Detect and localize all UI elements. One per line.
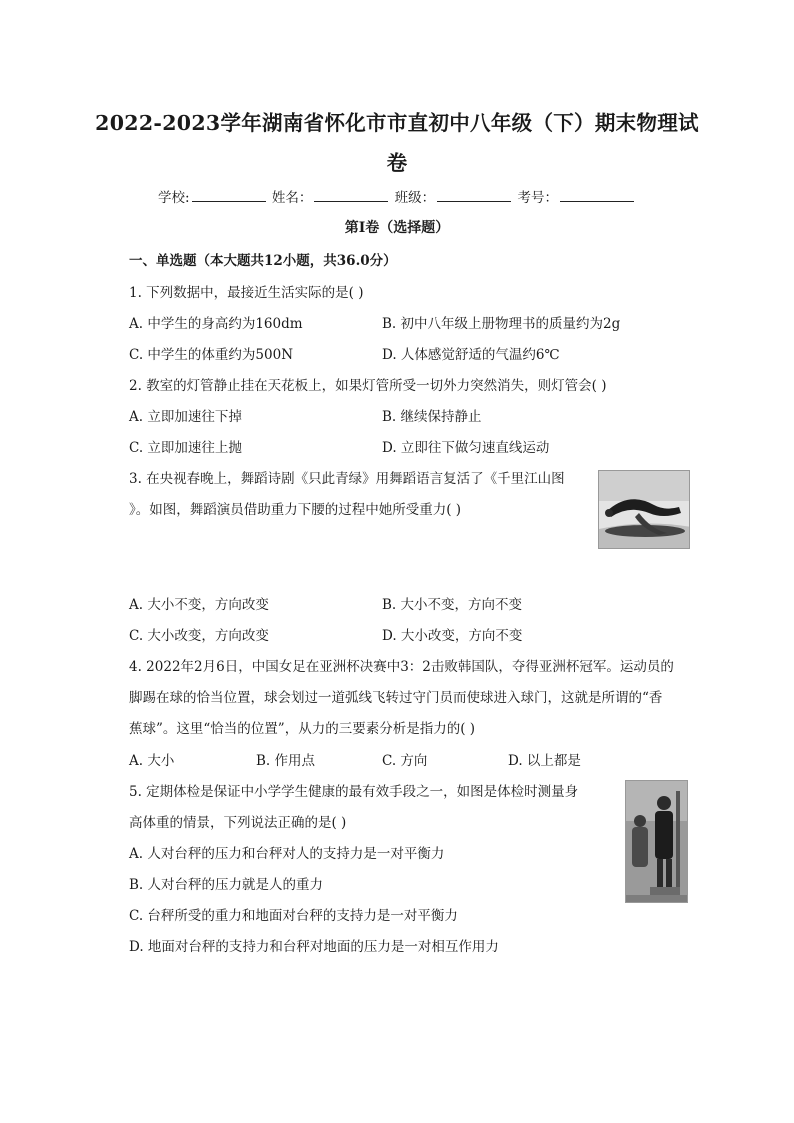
number-blank[interactable] [560, 189, 634, 202]
q3-stem-line1: 3. 在央视春晚上，舞蹈诗剧《只此青绿》用舞蹈语言复活了《千里江山图 [129, 471, 565, 487]
name-label: 姓名： [271, 190, 313, 206]
school-label: 学校: [158, 190, 190, 206]
dancer-photo-graphic [599, 471, 690, 549]
q1-option-d: D. 人体感觉舒适的气温约6℃ [382, 347, 560, 363]
q2-option-d: D. 立即往下做匀速直线运动 [382, 440, 550, 456]
q4-stem-line3: 蕉球”。这里“恰当的位置”，从力的三要素分析是指力的( ) [129, 721, 476, 737]
number-label: 考号： [517, 190, 558, 206]
dancer-photo [598, 470, 690, 549]
q3-stem-line2: 》。如图，舞蹈演员借助重力下腰的过程中她所受重力( ) [129, 502, 462, 518]
q1-option-b: B. 初中八年级上册物理书的质量约为2g [382, 316, 621, 332]
q5-option-a: A. 人对台秤的压力和台秤对人的支持力是一对平衡力 [129, 846, 445, 862]
q4-stem-line2: 脚踢在球的恰当位置，球会划过一道弧线飞转过守门员而使球进入球门，这就是所谓的“香 [129, 690, 663, 706]
q2-option-b: B. 继续保持静止 [382, 409, 482, 425]
q4-option-d: D. 以上都是 [508, 753, 581, 769]
q1-stem: 1. 下列数据中，最接近生活实际的是( ) [129, 285, 364, 301]
q2-stem: 2. 教室的灯管静止挂在天花板上，如果灯管所受一切外力突然消失，则灯管会( ) [129, 378, 607, 394]
volume-heading: 第I卷（选择题） [344, 220, 450, 236]
q3-option-c: C. 大小改变，方向改变 [129, 628, 269, 644]
q3-option-b: B. 大小不变，方向不变 [382, 597, 523, 613]
q2-option-c: C. 立即加速往上抛 [129, 440, 242, 456]
exam-title-line1: 2022-2023学年湖南省怀化市市直初中八年级（下）期末物理试 [95, 111, 699, 135]
q1-option-a: A. 中学生的身高约为160dm [129, 316, 303, 332]
student-info-row [0, 186, 794, 206]
q4-option-c: C. 方向 [382, 753, 428, 769]
class-label: 班级： [394, 190, 436, 206]
health-check-photo [625, 780, 688, 903]
school-blank[interactable] [192, 189, 266, 202]
q5-option-b: B. 人对台秤的压力就是人的重力 [129, 877, 324, 893]
q3-option-d: D. 大小改变，方向不变 [382, 628, 523, 644]
q2-option-a: A. 立即加速往下掉 [129, 409, 242, 425]
q5-option-d: D. 地面对台秤的支持力和台秤对地面的压力是一对相互作用力 [129, 939, 499, 955]
q1-option-c: C. 中学生的体重约为500N [129, 347, 294, 363]
q5-option-c: C. 台秤所受的重力和地面对台秤的支持力是一对平衡力 [129, 908, 458, 924]
exam-title-line2: 卷 [386, 151, 408, 175]
name-blank[interactable] [314, 189, 388, 202]
section-heading: 一、单选题（本大题共12小题，共36.0分） [129, 253, 397, 269]
q5-stem-line2: 高体重的情景，下列说法正确的是( ) [129, 815, 347, 831]
class-blank[interactable] [437, 189, 511, 202]
q3-option-a: A. 大小不变，方向改变 [129, 597, 269, 613]
health-check-photo-graphic [626, 781, 688, 903]
q4-stem-line1: 4. 2022年2月6日，中国女足在亚洲杯决赛中3：2击败韩国队，夺得亚洲杯冠军。运动员的 [129, 659, 674, 675]
q4-option-a: A. 大小 [129, 753, 175, 769]
q5-stem-line1: 5. 定期体检是保证中小学学生健康的最有效手段之一，如图是体检时测量身 [129, 784, 579, 800]
q4-option-b: B. 作用点 [256, 753, 316, 769]
